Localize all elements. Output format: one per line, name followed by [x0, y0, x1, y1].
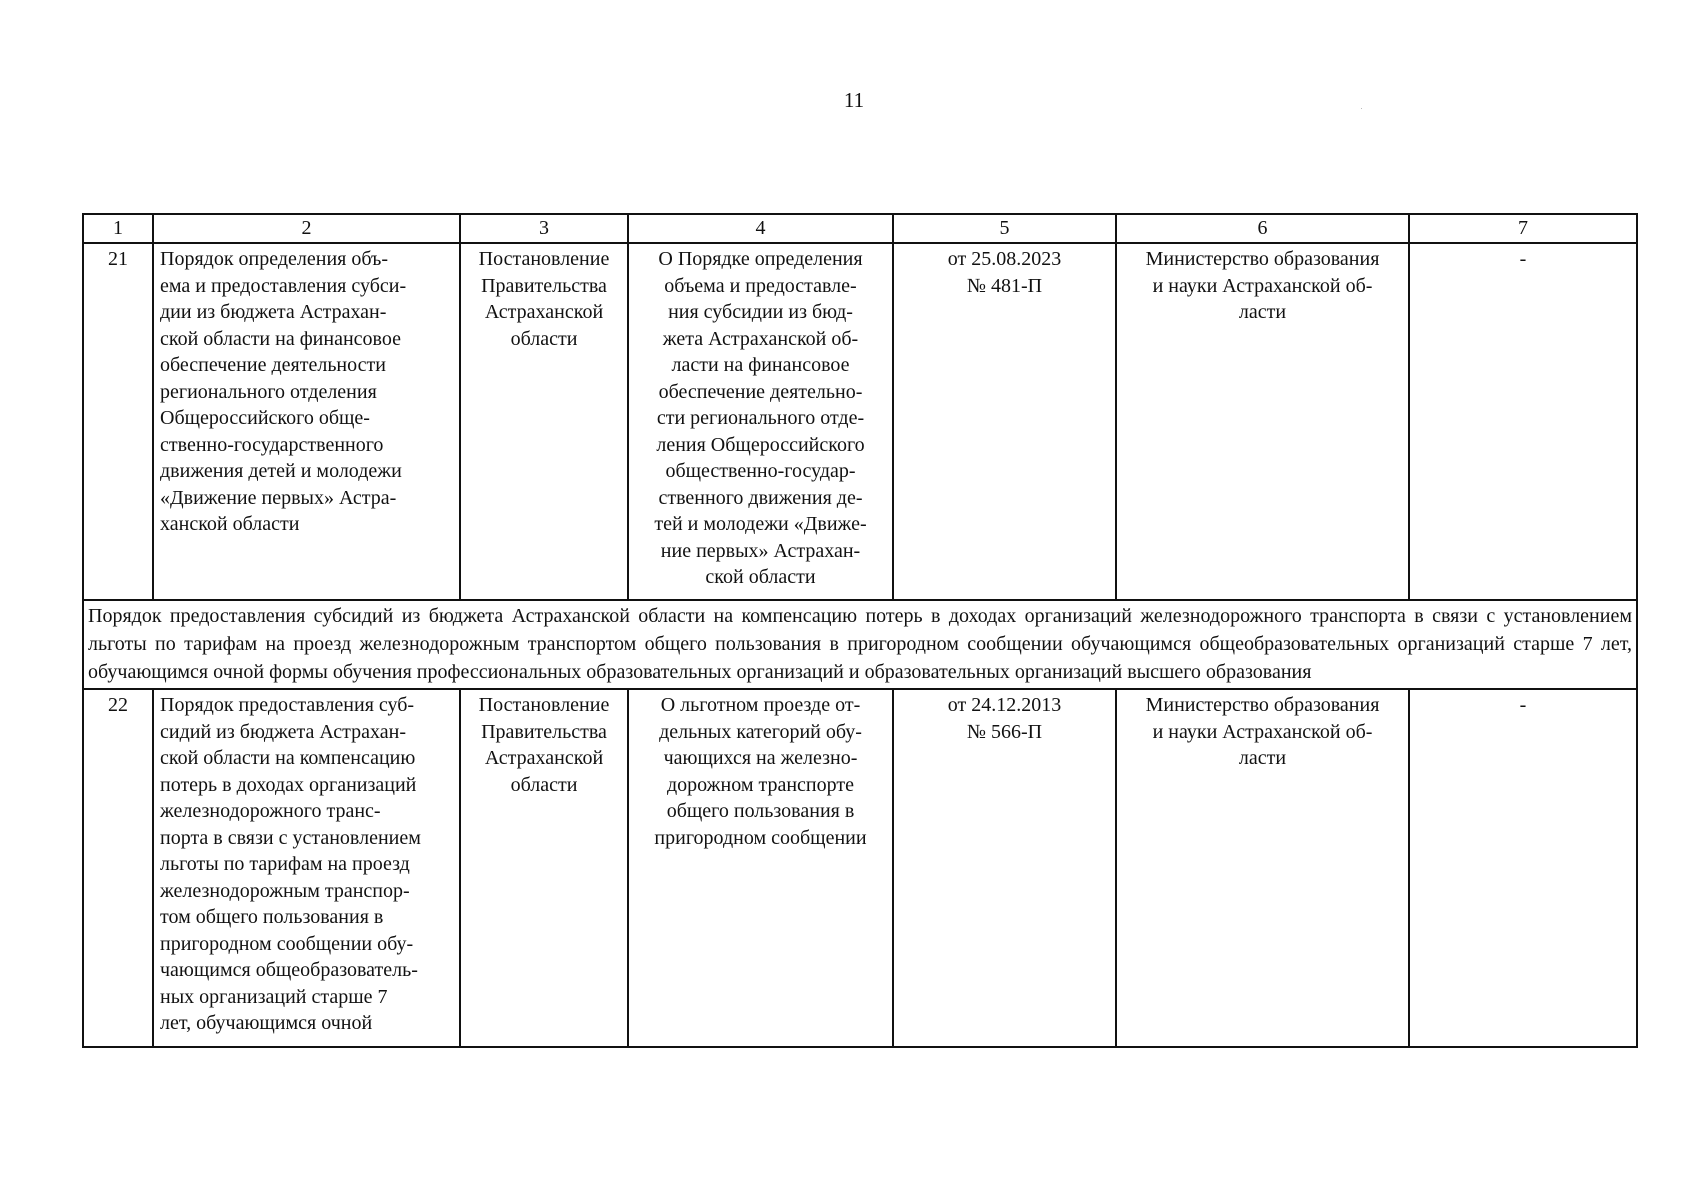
regulations-table: [82, 213, 1638, 1048]
column-number-6: 6: [1116, 214, 1409, 243]
column-number-7: 7: [1409, 214, 1637, 243]
section-heading: Порядок предоставления субсидий из бюджета Астраханской области на компенсацию потерь в доходах организаций железнодорожного транспорта в связи с установлением льготы по тарифам на проезд железнодорожным транспортом общего пользования в пригородном сообщении обучающимся общеобразовательных организаций старше 7 лет, обучающимся очной формы обучения профессиональных образовательных организаций и образовательных организаций высшего образования: [83, 600, 1637, 689]
act-date-number: от 25.08.2023 № 481-П: [893, 243, 1116, 600]
page-number: 11: [843, 88, 865, 112]
section-heading-row: [83, 600, 1637, 689]
act-name: О льготном проезде от- дельных категорий обу- чающихся на железно- дорожном транспорте общего пользования в пригородном сообщении: [628, 689, 893, 1047]
responsible-authority: Министерство образования и науки Астраханской об- ласти: [1116, 689, 1409, 1047]
act-name: О Порядке определения объема и предоставле- ния субсидии из бюд- жета Астраханской об- ласти на финансовое обеспечение деятельно- сти регионального отде- ления Общероссийского общественно-государ- ственного движения де- тей и молодежи «Движе- ние первых» Астрахан- ской области: [628, 243, 893, 600]
column-number-1: 1: [83, 214, 153, 243]
column-number-3: 3: [460, 214, 628, 243]
column-number-4: 4: [628, 214, 893, 243]
column-number-2: 2: [153, 214, 460, 243]
procedure-title: Порядок предоставления суб- сидий из бюджета Астрахан- ской области на компенсацию потерь в доходах организаций железнодорожного транс- порта в связи с установлением льготы по тарифам на проезд железнодорожным транспор- том общего пользования в пригородном сообщении обу- чающимся общеобразователь- ных организаций старше 7 лет, обучающимся очной: [153, 689, 460, 1047]
table-row: [83, 243, 1637, 600]
table-row: [83, 689, 1637, 1047]
column-number-5: 5: [893, 214, 1116, 243]
scan-speck: [1361, 108, 1362, 109]
procedure-title: Порядок определения объ- ема и предоставления субси- дии из бюджета Астрахан- ской области на финансовое обеспечение деятельности регионального отделения Общероссийского обще- ственно-государственного движения детей и молодежи «Движение первых» Астра- ханской области: [153, 243, 460, 600]
responsible-authority: Министерство образования и науки Астраханской об- ласти: [1116, 243, 1409, 600]
act-type: Постановление Правительства Астраханской области: [460, 689, 628, 1047]
row-number: 22: [83, 689, 153, 1047]
act-type: Постановление Правительства Астраханской области: [460, 243, 628, 600]
note: -: [1409, 243, 1637, 600]
note: -: [1409, 689, 1637, 1047]
act-date-number: от 24.12.2013 № 566-П: [893, 689, 1116, 1047]
table-header-row: [83, 214, 1637, 243]
row-number: 21: [83, 243, 153, 600]
